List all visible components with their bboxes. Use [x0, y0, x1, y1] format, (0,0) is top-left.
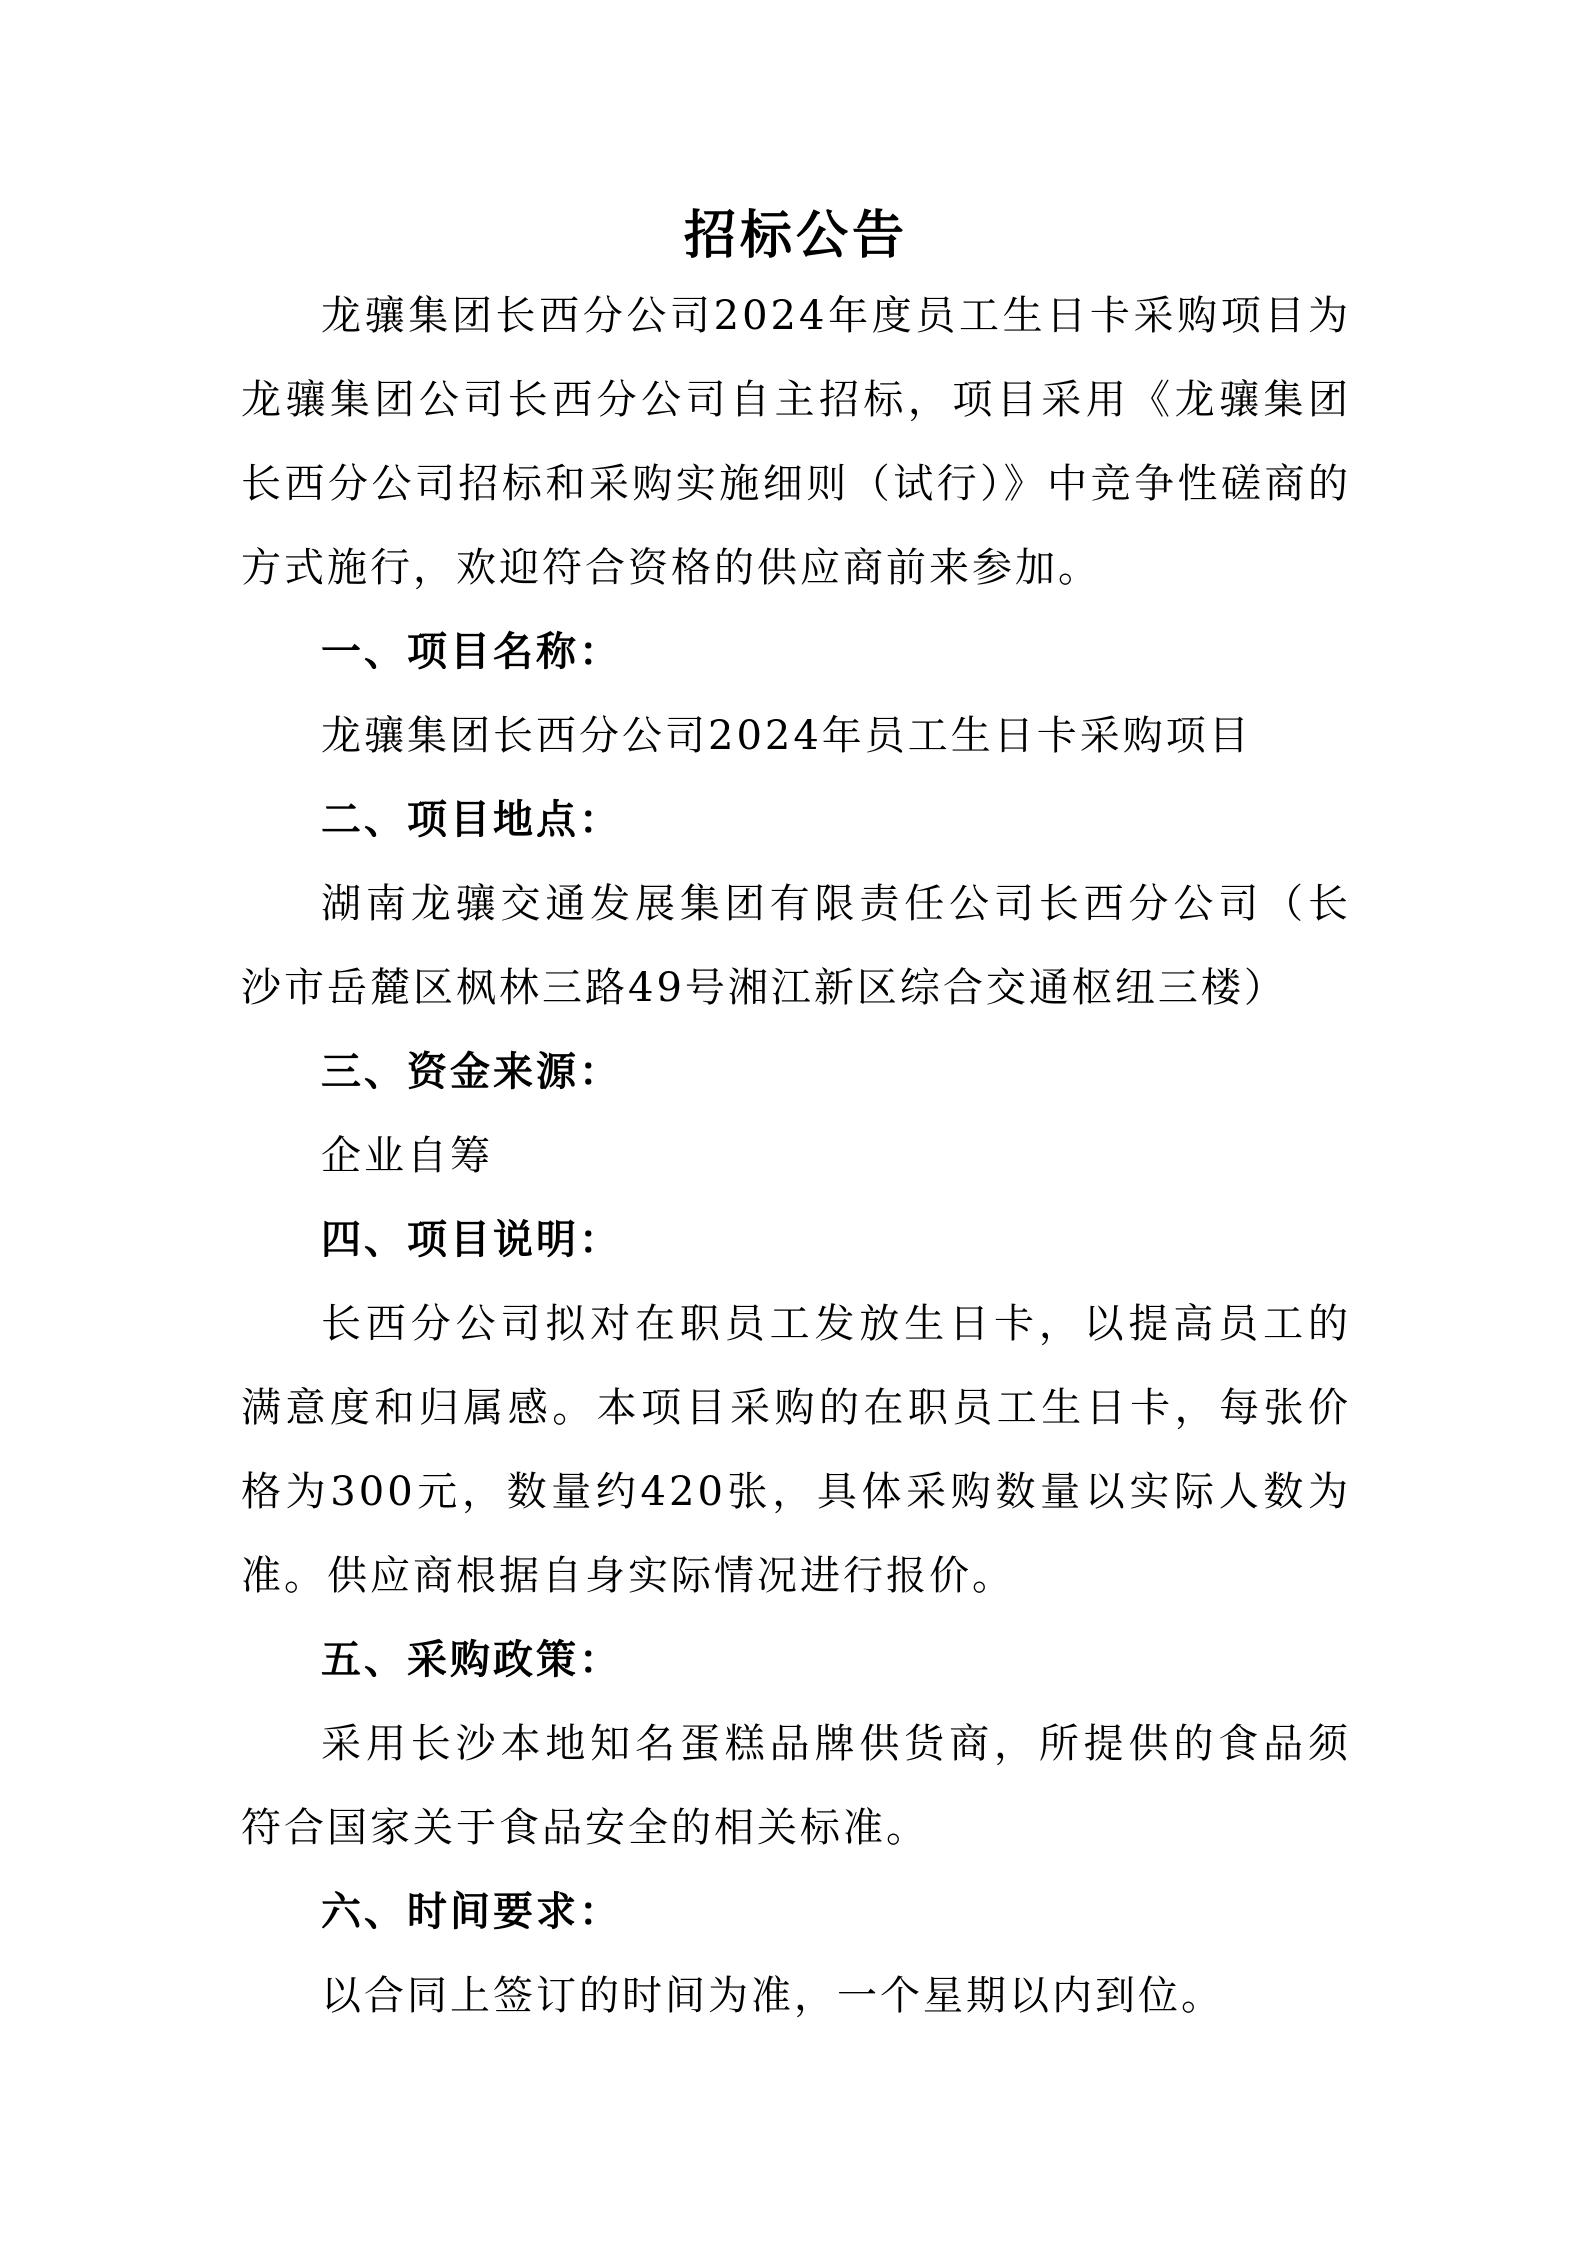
section-heading: 一、项目名称：: [321, 629, 622, 675]
section-procurement-policy: [241, 1618, 1351, 1870]
document-page: [241, 200, 1351, 2038]
section-project-description: [241, 1198, 1351, 1618]
section-project-name: [241, 610, 1351, 778]
section-funding-source: [241, 1030, 1351, 1198]
section-heading: 五、采购政策：: [321, 1637, 622, 1683]
section-body: 长西分公司拟对在职员工发放生日卡，以提高员工的满意度和归属感。本项目采购的在职员工生日卡，每张价格为300元，数量约420张，具体采购数量以实际人数为准。供应商根据自身实际情况进行报价。: [241, 1301, 1351, 1599]
section-heading: 六、时间要求：: [321, 1889, 622, 1935]
section-body: 以合同上签订的时间为准，一个星期以内到位。: [321, 1973, 1224, 2019]
section-body: 企业自筹: [321, 1133, 493, 1179]
section-heading: 二、项目地点：: [321, 797, 622, 843]
section-body: 龙骧集团长西分公司2024年员工生日卡采购项目: [321, 713, 1252, 759]
section-heading: 四、项目说明：: [321, 1217, 622, 1263]
section-body: 采用长沙本地知名蛋糕品牌供货商，所提供的食品须符合国家关于食品安全的相关标准。: [241, 1721, 1351, 1851]
section-heading: 三、资金来源：: [321, 1049, 622, 1095]
section-time-requirement: [241, 1870, 1351, 2038]
document-title: 招标公告: [683, 206, 908, 266]
section-project-location: [241, 778, 1351, 1030]
intro-paragraph: 龙骧集团长西分公司2024年度员工生日卡采购项目为龙骧集团公司长西分公司自主招标，项目采用《龙骧集团长西分公司招标和采购实施细则（试行）》中竞争性磋商的方式施行，欢迎符合资格的供应商前来参加。: [241, 293, 1351, 591]
section-body: 湖南龙骧交通发展集团有限责任公司长西分公司（长沙市岳麓区枫林三路49号湘江新区综合交通枢纽三楼）: [241, 881, 1351, 1011]
